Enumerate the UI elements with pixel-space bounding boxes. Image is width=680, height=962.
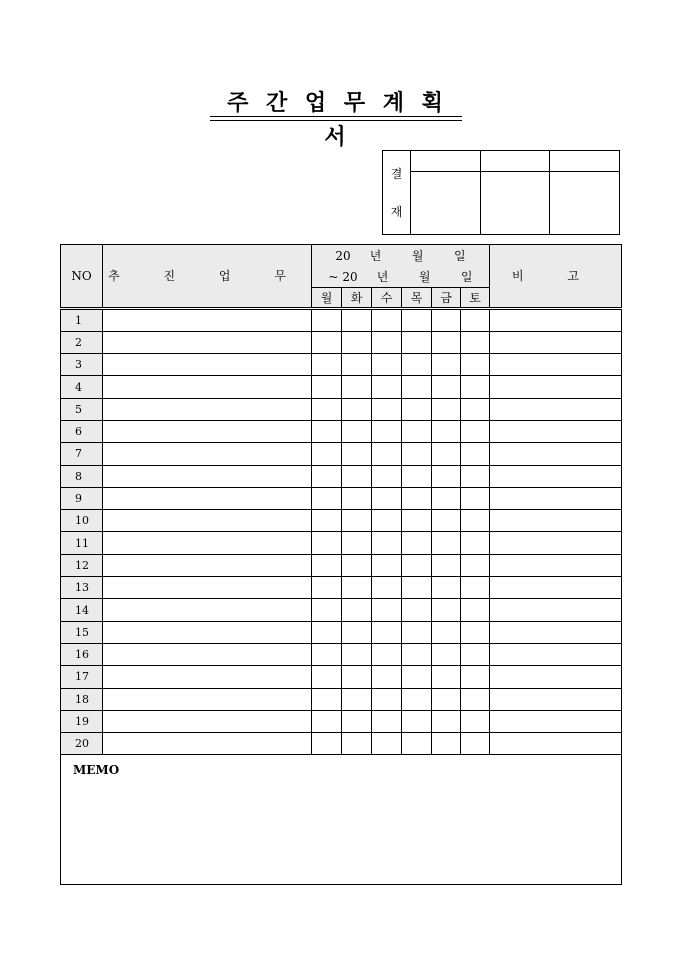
- wed-cell[interactable]: [372, 354, 402, 376]
- thu-cell[interactable]: [402, 443, 432, 465]
- fri-cell[interactable]: [432, 510, 461, 532]
- table-row: [61, 599, 622, 621]
- tue-cell[interactable]: [342, 398, 372, 420]
- fri-cell[interactable]: [432, 420, 461, 442]
- task-cell[interactable]: [103, 354, 312, 376]
- task-cell[interactable]: [103, 688, 312, 710]
- table-row: [61, 398, 622, 420]
- remarks-cell[interactable]: [490, 599, 622, 621]
- sat-cell[interactable]: [461, 621, 490, 643]
- remarks-cell[interactable]: [490, 532, 622, 554]
- approval-label-bottom: 재: [390, 204, 403, 219]
- approver-sign-2[interactable]: [480, 172, 550, 235]
- mon-cell[interactable]: [312, 733, 342, 755]
- mon-cell[interactable]: [312, 465, 342, 487]
- table-row: [61, 354, 622, 376]
- thu-cell[interactable]: [402, 599, 432, 621]
- thu-cell[interactable]: [402, 354, 432, 376]
- row-number: 16: [61, 643, 103, 665]
- wed-cell[interactable]: [372, 733, 402, 755]
- table-row: [61, 487, 622, 509]
- wed-cell[interactable]: [372, 420, 402, 442]
- task-cell[interactable]: [103, 510, 312, 532]
- thu-cell[interactable]: [402, 487, 432, 509]
- fri-cell[interactable]: [432, 465, 461, 487]
- row-number: 9: [61, 487, 103, 509]
- header-date-line2: [312, 267, 490, 288]
- sat-cell[interactable]: [461, 666, 490, 688]
- sat-cell[interactable]: [461, 465, 490, 487]
- remarks-cell[interactable]: [490, 643, 622, 665]
- mon-cell[interactable]: [312, 376, 342, 398]
- mon-cell[interactable]: [312, 308, 342, 331]
- remarks-cell[interactable]: [490, 621, 622, 643]
- sat-cell[interactable]: [461, 420, 490, 442]
- thu-cell[interactable]: [402, 666, 432, 688]
- remarks-cell[interactable]: [490, 577, 622, 599]
- row-number: 5: [61, 398, 103, 420]
- remarks-cell[interactable]: [490, 354, 622, 376]
- tue-cell[interactable]: [342, 443, 372, 465]
- remarks-cell[interactable]: [490, 308, 622, 331]
- sat-cell[interactable]: [461, 554, 490, 576]
- remarks-cell[interactable]: [490, 733, 622, 755]
- day-fri: 금: [432, 287, 461, 308]
- wed-cell[interactable]: [372, 376, 402, 398]
- task-cell[interactable]: [103, 599, 312, 621]
- header-remarks: [490, 245, 622, 309]
- date-line1-num: 20: [335, 249, 351, 264]
- task-cell[interactable]: [103, 554, 312, 576]
- remarks-cell[interactable]: [490, 398, 622, 420]
- approver-title-3[interactable]: [550, 151, 620, 172]
- fri-cell[interactable]: [432, 532, 461, 554]
- remarks-cell[interactable]: [490, 420, 622, 442]
- row-number: 1: [61, 308, 103, 331]
- remarks-cell[interactable]: [490, 331, 622, 353]
- tue-cell[interactable]: [342, 308, 372, 331]
- thu-cell[interactable]: [402, 510, 432, 532]
- fri-cell[interactable]: [432, 331, 461, 353]
- table-row: [61, 465, 622, 487]
- remarks-cell[interactable]: [490, 554, 622, 576]
- approval-label-top: 결: [390, 166, 403, 181]
- row-number: 17: [61, 666, 103, 688]
- tue-cell[interactable]: [342, 354, 372, 376]
- fri-cell[interactable]: [432, 376, 461, 398]
- sat-cell[interactable]: [461, 643, 490, 665]
- row-number: 2: [61, 331, 103, 353]
- row-number: 6: [61, 420, 103, 442]
- table-row: [61, 733, 622, 755]
- sat-cell[interactable]: [461, 710, 490, 732]
- sat-cell[interactable]: [461, 599, 490, 621]
- table-row: [61, 420, 622, 442]
- thu-cell[interactable]: [402, 554, 432, 576]
- thu-cell[interactable]: [402, 621, 432, 643]
- fri-cell[interactable]: [432, 398, 461, 420]
- tue-cell[interactable]: [342, 599, 372, 621]
- row-number: 20: [61, 733, 103, 755]
- fri-cell[interactable]: [432, 710, 461, 732]
- mon-cell[interactable]: [312, 398, 342, 420]
- table-row: [61, 666, 622, 688]
- mon-cell[interactable]: [312, 487, 342, 509]
- mon-cell[interactable]: [312, 643, 342, 665]
- fri-cell[interactable]: [432, 599, 461, 621]
- date-line2-month: 월: [418, 270, 431, 284]
- date-line2-year: 년: [376, 270, 389, 284]
- task-cell[interactable]: [103, 398, 312, 420]
- wed-cell[interactable]: [372, 643, 402, 665]
- tue-cell[interactable]: [342, 710, 372, 732]
- fri-cell[interactable]: [432, 643, 461, 665]
- sat-cell[interactable]: [461, 398, 490, 420]
- task-cell[interactable]: [103, 666, 312, 688]
- row-number: 13: [61, 577, 103, 599]
- tue-cell[interactable]: [342, 577, 372, 599]
- fri-cell[interactable]: [432, 666, 461, 688]
- fri-cell[interactable]: [432, 621, 461, 643]
- thu-cell[interactable]: [402, 710, 432, 732]
- tue-cell[interactable]: [342, 688, 372, 710]
- remarks-cell[interactable]: [490, 443, 622, 465]
- sat-cell[interactable]: [461, 688, 490, 710]
- wed-cell[interactable]: [372, 688, 402, 710]
- tue-cell[interactable]: [342, 532, 372, 554]
- tue-cell[interactable]: [342, 376, 372, 398]
- row-number: 19: [61, 710, 103, 732]
- table-row: [61, 577, 622, 599]
- thu-cell[interactable]: [402, 733, 432, 755]
- wed-cell[interactable]: [372, 621, 402, 643]
- remarks-cell[interactable]: [490, 510, 622, 532]
- row-number: 7: [61, 443, 103, 465]
- date-line2-day: 일: [460, 270, 473, 284]
- fri-cell[interactable]: [432, 308, 461, 331]
- row-number: 15: [61, 621, 103, 643]
- fri-cell[interactable]: [432, 487, 461, 509]
- tue-cell[interactable]: [342, 487, 372, 509]
- row-number: 14: [61, 599, 103, 621]
- table-row: [61, 643, 622, 665]
- task-cell[interactable]: [103, 532, 312, 554]
- wed-cell[interactable]: [372, 554, 402, 576]
- task-cell[interactable]: [103, 331, 312, 353]
- fri-cell[interactable]: [432, 688, 461, 710]
- approver-title-1[interactable]: [411, 151, 481, 172]
- approver-sign-3[interactable]: [550, 172, 620, 235]
- table-row: [61, 308, 622, 331]
- fri-cell[interactable]: [432, 554, 461, 576]
- tue-cell[interactable]: [342, 510, 372, 532]
- tue-cell[interactable]: [342, 621, 372, 643]
- task-cell[interactable]: [103, 420, 312, 442]
- tue-cell[interactable]: [342, 733, 372, 755]
- approver-sign-1[interactable]: [411, 172, 481, 235]
- mon-cell[interactable]: [312, 621, 342, 643]
- header-date-line1: [312, 245, 490, 267]
- mon-cell[interactable]: [312, 510, 342, 532]
- sat-cell[interactable]: [461, 510, 490, 532]
- tue-cell[interactable]: [342, 554, 372, 576]
- day-wed: 수: [372, 287, 402, 308]
- task-cell[interactable]: [103, 733, 312, 755]
- mon-cell[interactable]: [312, 599, 342, 621]
- row-number: 8: [61, 465, 103, 487]
- wed-cell[interactable]: [372, 308, 402, 331]
- mon-cell[interactable]: [312, 331, 342, 353]
- row-number: 4: [61, 376, 103, 398]
- mon-cell[interactable]: [312, 666, 342, 688]
- date-line2-prefix: ~ 20: [328, 270, 358, 284]
- table-row: [61, 376, 622, 398]
- table-row: [61, 621, 622, 643]
- page-title: 주 간 업 무 계 획 서: [227, 90, 445, 150]
- fri-cell[interactable]: [432, 354, 461, 376]
- mon-cell[interactable]: [312, 688, 342, 710]
- table-row: [61, 510, 622, 532]
- date-line1-year: 년: [369, 249, 382, 264]
- tue-cell[interactable]: [342, 643, 372, 665]
- remarks-cell[interactable]: [490, 376, 622, 398]
- sat-cell[interactable]: [461, 354, 490, 376]
- row-number: 12: [61, 554, 103, 576]
- date-line1-day: 일: [454, 249, 466, 264]
- table-row: [61, 688, 622, 710]
- task-cell[interactable]: [103, 308, 312, 331]
- day-tue: 화: [342, 287, 372, 308]
- wed-cell[interactable]: [372, 487, 402, 509]
- tue-cell[interactable]: [342, 465, 372, 487]
- tue-cell[interactable]: [342, 331, 372, 353]
- row-number: 10: [61, 510, 103, 532]
- remarks-cell[interactable]: [490, 465, 622, 487]
- table-row: [61, 554, 622, 576]
- row-number: 11: [61, 532, 103, 554]
- date-line1-month: 월: [411, 249, 424, 264]
- wed-cell[interactable]: [372, 465, 402, 487]
- fri-cell[interactable]: [432, 577, 461, 599]
- sat-cell[interactable]: [461, 376, 490, 398]
- header-task: [103, 245, 312, 309]
- fri-cell[interactable]: [432, 733, 461, 755]
- task-cell[interactable]: [103, 465, 312, 487]
- header-task-label: 추 진 업 무: [108, 269, 306, 284]
- memo-label: MEMO: [73, 763, 120, 778]
- header-remarks-label: 비 고: [512, 269, 600, 284]
- day-mon: 월: [312, 287, 342, 308]
- table-row: [61, 532, 622, 554]
- table-row: [61, 710, 622, 732]
- day-sat: 토: [461, 287, 490, 308]
- table-row: [61, 331, 622, 353]
- thu-cell[interactable]: [402, 420, 432, 442]
- row-number: 18: [61, 688, 103, 710]
- remarks-cell[interactable]: [490, 666, 622, 688]
- title-underline: [210, 116, 462, 117]
- memo-area[interactable]: [61, 755, 622, 885]
- tue-cell[interactable]: [342, 420, 372, 442]
- fri-cell[interactable]: [432, 443, 461, 465]
- thu-cell[interactable]: [402, 376, 432, 398]
- table-row: [61, 443, 622, 465]
- thu-cell[interactable]: [402, 308, 432, 331]
- sat-cell[interactable]: [461, 487, 490, 509]
- task-cell[interactable]: [103, 577, 312, 599]
- wed-cell[interactable]: [372, 710, 402, 732]
- approval-box: [382, 150, 620, 235]
- sat-cell[interactable]: [461, 733, 490, 755]
- wed-cell[interactable]: [372, 510, 402, 532]
- thu-cell[interactable]: [402, 331, 432, 353]
- sat-cell[interactable]: [461, 331, 490, 353]
- task-cell[interactable]: [103, 621, 312, 643]
- remarks-cell[interactable]: [490, 688, 622, 710]
- task-cell[interactable]: [103, 443, 312, 465]
- thu-cell[interactable]: [402, 643, 432, 665]
- title-underline-second: [210, 120, 462, 121]
- mon-cell[interactable]: [312, 532, 342, 554]
- wed-cell[interactable]: [372, 398, 402, 420]
- remarks-cell[interactable]: [490, 487, 622, 509]
- thu-cell[interactable]: [402, 688, 432, 710]
- task-cell[interactable]: [103, 487, 312, 509]
- wed-cell[interactable]: [372, 599, 402, 621]
- task-cell[interactable]: [103, 376, 312, 398]
- mon-cell[interactable]: [312, 577, 342, 599]
- tue-cell[interactable]: [342, 666, 372, 688]
- thu-cell[interactable]: [402, 398, 432, 420]
- mon-cell[interactable]: [312, 710, 342, 732]
- task-cell[interactable]: [103, 710, 312, 732]
- approver-title-2[interactable]: [480, 151, 550, 172]
- sat-cell[interactable]: [461, 443, 490, 465]
- mon-cell[interactable]: [312, 443, 342, 465]
- sat-cell[interactable]: [461, 577, 490, 599]
- wed-cell[interactable]: [372, 577, 402, 599]
- header-no: NO: [61, 245, 103, 309]
- wed-cell[interactable]: [372, 532, 402, 554]
- weekly-plan-table: [60, 244, 622, 885]
- thu-cell[interactable]: [402, 465, 432, 487]
- thu-cell[interactable]: [402, 532, 432, 554]
- row-number: 3: [61, 354, 103, 376]
- sat-cell[interactable]: [461, 308, 490, 331]
- thu-cell[interactable]: [402, 577, 432, 599]
- mon-cell[interactable]: [312, 354, 342, 376]
- approval-label: [383, 151, 411, 235]
- remarks-cell[interactable]: [490, 710, 622, 732]
- wed-cell[interactable]: [372, 666, 402, 688]
- mon-cell[interactable]: [312, 420, 342, 442]
- mon-cell[interactable]: [312, 554, 342, 576]
- wed-cell[interactable]: [372, 331, 402, 353]
- sat-cell[interactable]: [461, 532, 490, 554]
- task-cell[interactable]: [103, 643, 312, 665]
- day-thu: 목: [402, 287, 432, 308]
- wed-cell[interactable]: [372, 443, 402, 465]
